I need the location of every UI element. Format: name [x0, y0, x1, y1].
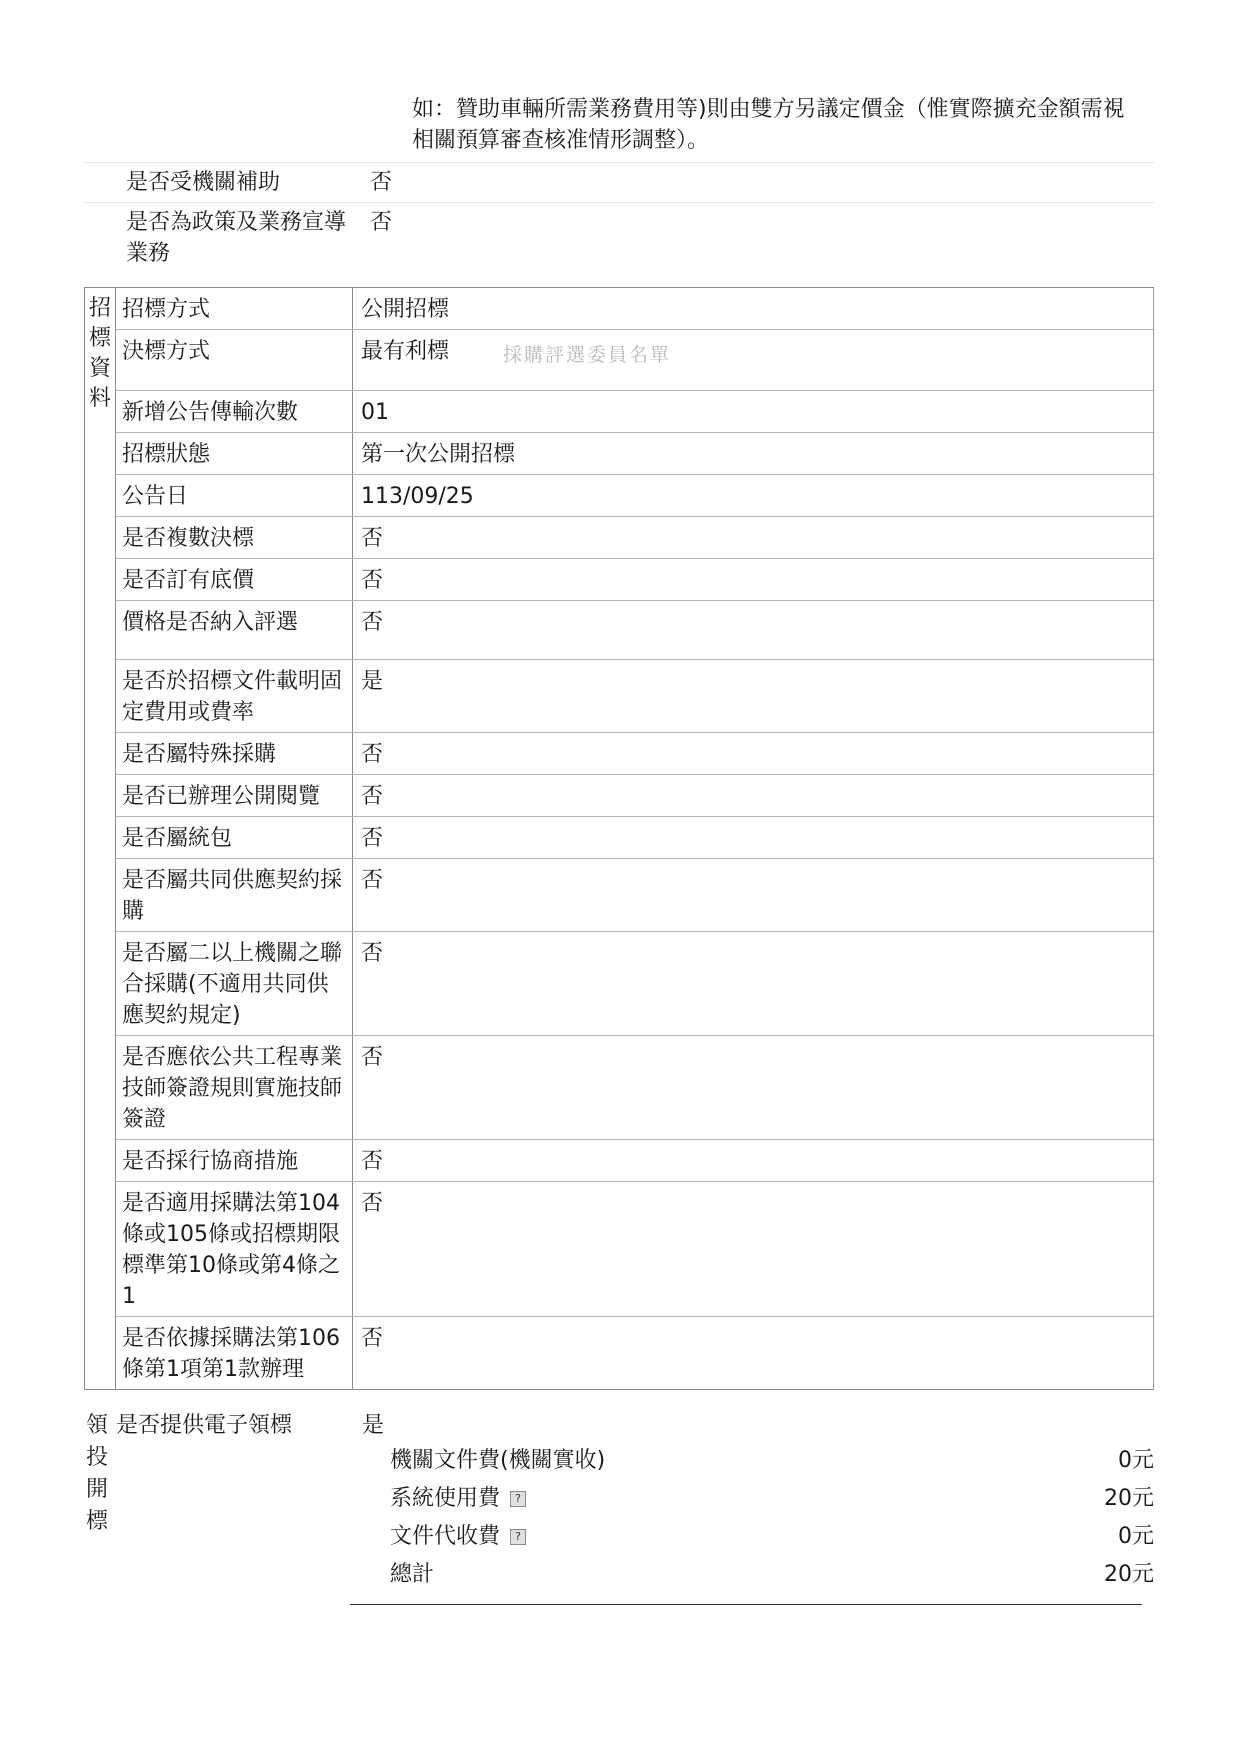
field-row	[116, 475, 1153, 517]
field-row	[116, 288, 1153, 330]
field-value: 否	[370, 210, 393, 235]
field-value: 否	[361, 526, 384, 551]
field-value: 否	[361, 1191, 384, 1216]
field-value: 否	[361, 1045, 384, 1070]
fee-name: 文件代收費	[390, 1524, 501, 1549]
fee-amount: 0元	[1118, 1524, 1154, 1549]
field-label: 是否屬特殊採購	[116, 733, 353, 774]
field-value: 最有利標 採購評選委員名單	[353, 330, 1153, 390]
field-value: 否	[361, 610, 384, 635]
field-value: 否	[361, 826, 384, 851]
field-row	[116, 433, 1153, 475]
field-label: 是否屬統包	[116, 817, 353, 858]
field-label: 是否複數決標	[116, 517, 353, 558]
continuation-row	[84, 88, 1154, 163]
field-label: 價格是否納入評選	[116, 601, 353, 659]
electronic-tender-value: 是	[362, 1413, 385, 1438]
field-value: 否	[361, 742, 384, 767]
field-row	[116, 517, 1153, 559]
bottom-rule	[350, 1604, 1142, 1605]
fee-total-amount: 20元	[1104, 1562, 1154, 1587]
field-value: 01	[361, 400, 389, 425]
section-label-tender: 招標資料	[84, 288, 116, 1389]
field-label: 是否於招標文件載明固定費用或費率	[116, 660, 353, 732]
field-label: 是否採行協商措施	[116, 1140, 353, 1181]
field-label: 公告日	[116, 475, 353, 516]
help-icon[interactable]: ?	[510, 1529, 526, 1545]
section-label-bidding: 領投開標	[86, 1413, 109, 1534]
field-label: 招標方式	[116, 288, 353, 329]
bid-opening-section	[84, 1410, 1154, 1594]
field-row	[116, 1036, 1153, 1140]
faded-stamp-text: 採購評選委員名單	[503, 344, 672, 366]
fee-name: 機關文件費(機關實收)	[390, 1448, 606, 1473]
field-row	[116, 817, 1153, 859]
field-label: 是否受機關補助	[126, 170, 281, 195]
field-row	[116, 775, 1153, 817]
field-row	[116, 1140, 1153, 1182]
field-value: 否	[361, 868, 384, 893]
field-row	[116, 601, 1153, 660]
field-label: 是否屬共同供應契約採購	[116, 859, 353, 931]
field-label: 是否為政策及業務宣導業務	[126, 210, 347, 266]
fee-amount: 20元	[1104, 1486, 1154, 1511]
fee-row	[354, 1556, 1154, 1594]
field-value: 否	[361, 1149, 384, 1174]
field-label: 是否訂有底價	[116, 559, 353, 600]
field-label: 是否屬二以上機關之聯合採購(不適用共同供應契約規定)	[116, 932, 353, 1035]
tender-rows	[116, 288, 1154, 1389]
field-label: 是否提供電子領標	[116, 1413, 293, 1438]
fee-amount: 0元	[1118, 1448, 1154, 1473]
field-row	[116, 330, 1153, 391]
fee-row	[354, 1442, 1154, 1480]
field-row	[116, 660, 1153, 733]
field-row	[116, 1317, 1153, 1389]
previous-section-continuation	[84, 88, 1154, 273]
field-label: 決標方式	[116, 330, 353, 390]
field-row	[116, 932, 1153, 1036]
field-value: 公開招標	[361, 297, 450, 322]
field-value: 113/09/25	[361, 484, 474, 509]
field-value: 否	[361, 1326, 384, 1351]
field-row	[116, 733, 1153, 775]
fee-total-label: 總計	[390, 1562, 435, 1587]
field-value: 否	[370, 170, 393, 195]
field-label: 是否適用採購法第104條或105條或招標期限標準第10條或第4條之1	[116, 1182, 353, 1316]
field-value: 是	[361, 669, 384, 694]
field-value: 第一次公開招標	[361, 442, 516, 467]
field-label: 是否已辦理公開閱覽	[116, 775, 353, 816]
field-row	[116, 559, 1153, 601]
field-label: 是否應依公共工程專業技師簽證規則實施技師簽證	[116, 1036, 353, 1139]
field-label: 招標狀態	[116, 433, 353, 474]
help-icon[interactable]: ?	[510, 1491, 526, 1507]
field-value: 否	[361, 568, 384, 593]
field-row	[116, 859, 1153, 932]
fee-row	[354, 1518, 1154, 1556]
field-row	[116, 391, 1153, 433]
field-row	[116, 1182, 1153, 1317]
fee-name: 系統使用費	[390, 1486, 501, 1511]
field-value: 否	[361, 784, 384, 809]
field-value	[354, 1410, 1154, 1594]
continuation-text: 如：贊助車輛所需業務費用等)則由雙方另議定價金（惟實際擴充金額需視相關預算審查核准情形調整）。	[412, 97, 1125, 153]
field-label: 是否依據採購法第106條第1項第1款辦理	[116, 1317, 353, 1389]
tender-data-section	[84, 287, 1154, 1390]
field-label: 新增公告傳輸次數	[116, 391, 353, 432]
fee-row	[354, 1480, 1154, 1518]
field-row	[84, 163, 1154, 203]
field-value: 否	[361, 941, 384, 966]
field-row	[84, 203, 1154, 273]
